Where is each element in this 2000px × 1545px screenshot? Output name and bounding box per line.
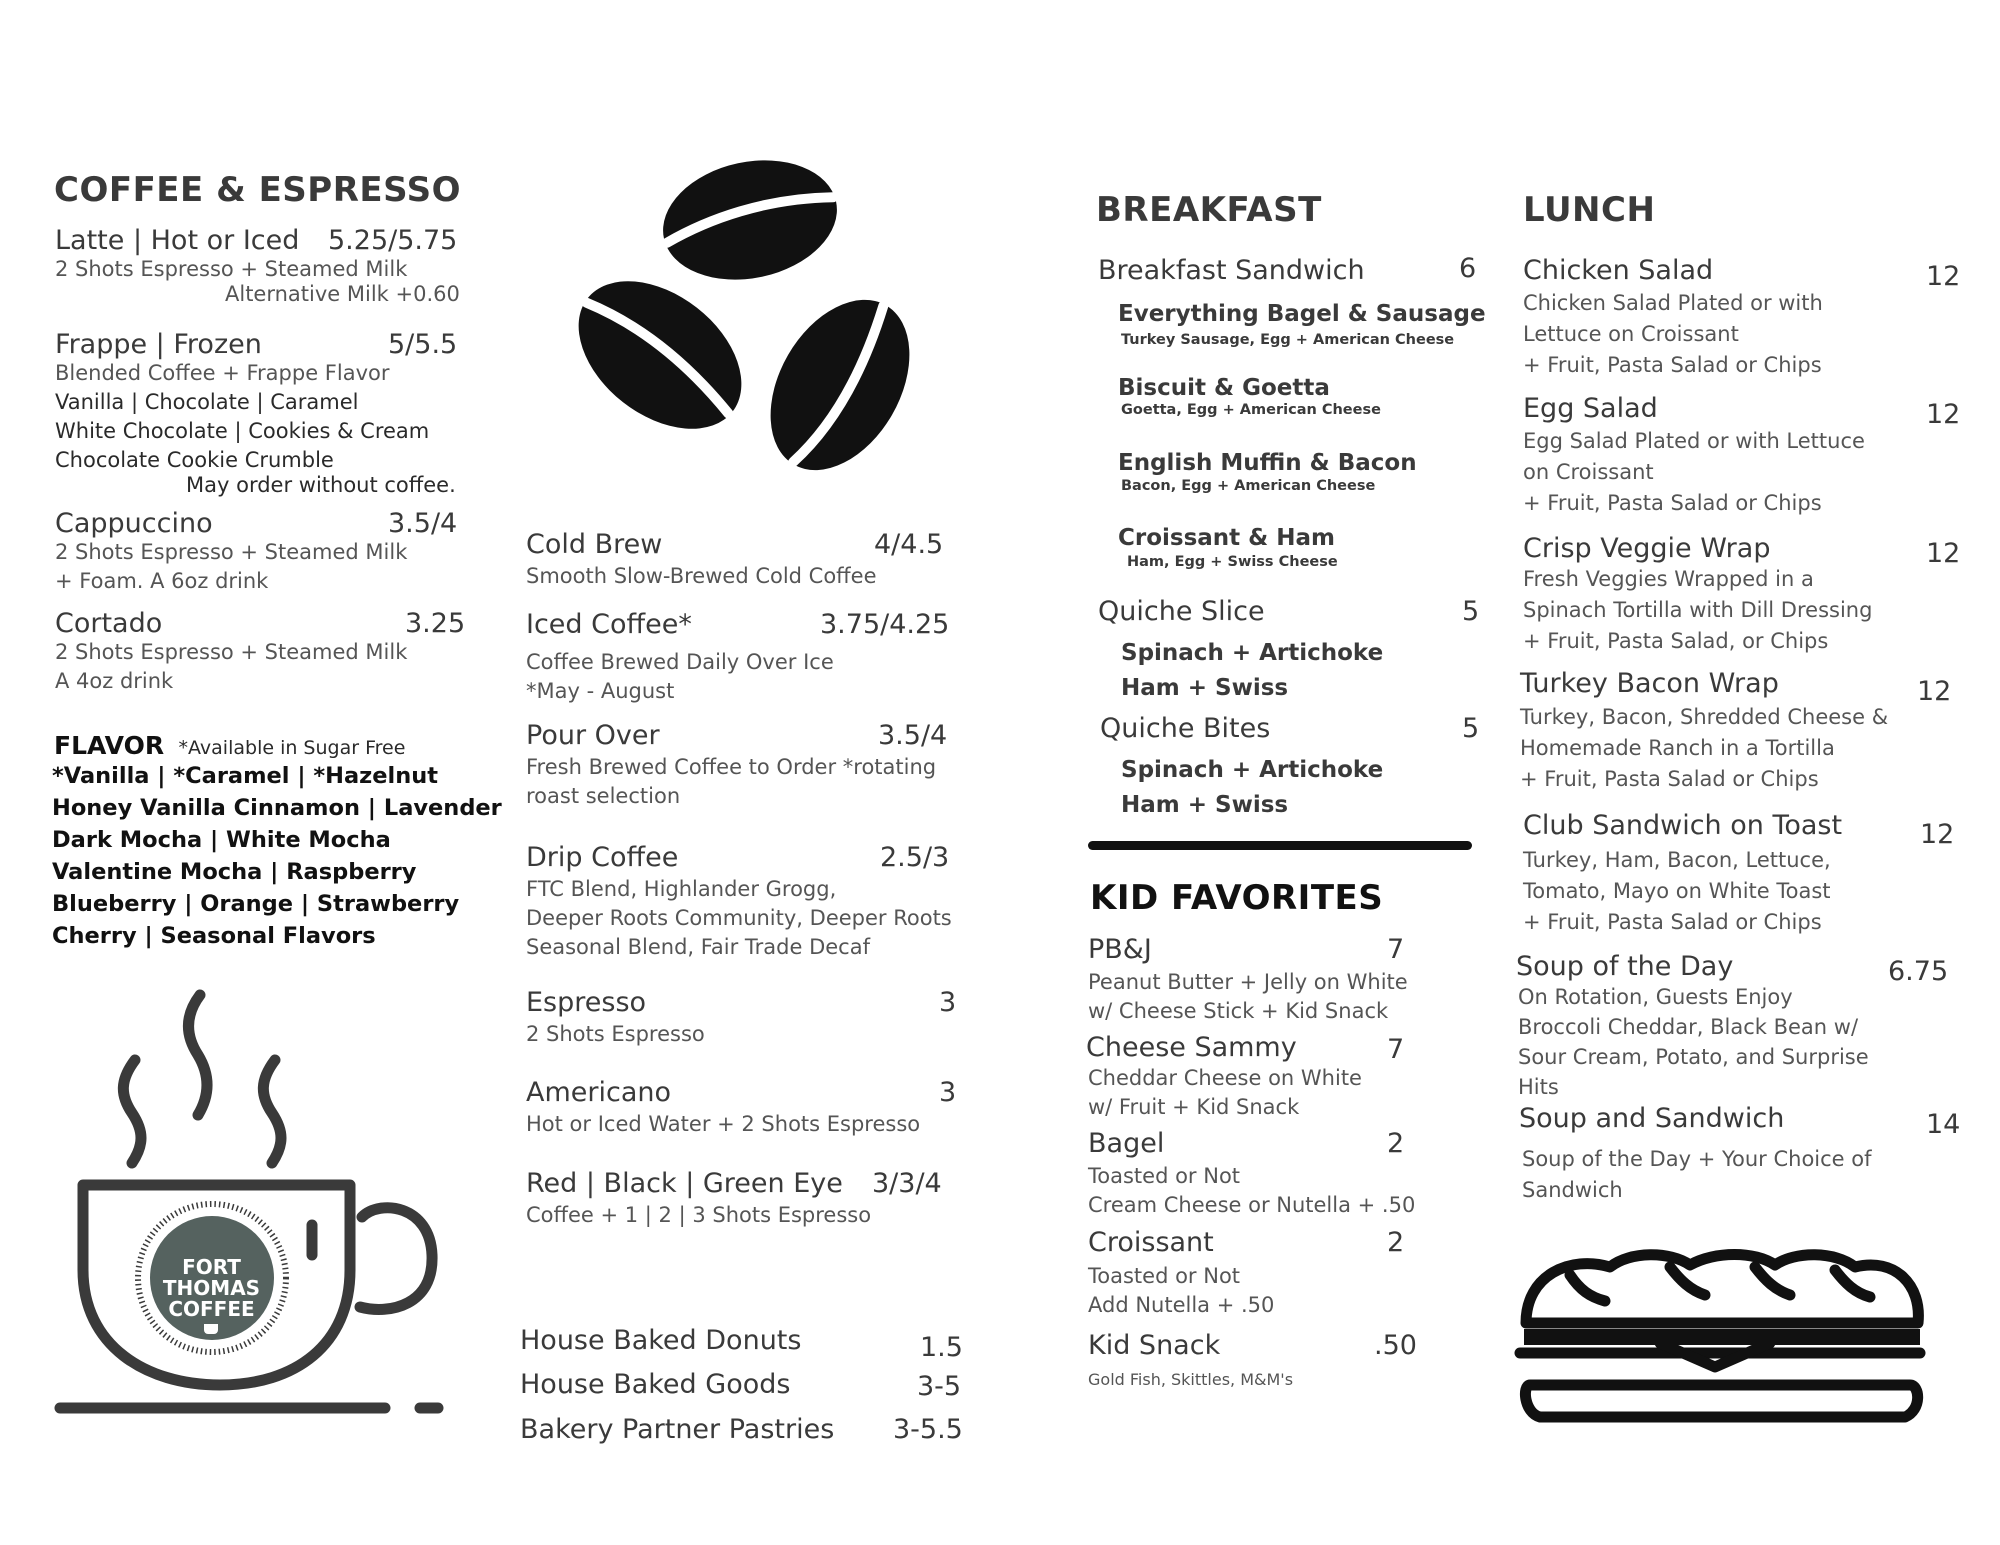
iced-coffee-name: Iced Coffee*: [526, 609, 692, 640]
sandwich-option-desc: Goetta, Egg + American Cheese: [1121, 402, 1381, 418]
coffee-espresso-heading: COFFEE & ESPRESSO: [54, 170, 461, 210]
eye-price: 3/3/4: [872, 1168, 942, 1199]
pour-over-name: Pour Over: [526, 720, 660, 751]
desc-line: Lettuce on Croissant: [1523, 322, 1739, 346]
desc-line: Broccoli Cheddar, Black Bean w/: [1518, 1015, 1859, 1039]
logo-text: COFFEE: [168, 1297, 255, 1321]
latte-desc: 2 Shots Espresso + Steamed Milk: [55, 257, 408, 281]
flavor-list: [52, 760, 502, 952]
desc-line: 2 Shots Espresso + Steamed Milk: [55, 540, 408, 564]
flavor-line: Blueberry | Orange | Strawberry: [52, 891, 460, 917]
espresso-desc: 2 Shots Espresso: [526, 1022, 705, 1046]
chicken-salad-desc: [1523, 288, 1823, 381]
croissant-desc: [1088, 1262, 1274, 1320]
desc-line: Turkey, Bacon, Shredded Cheese &: [1520, 705, 1889, 729]
quiche-slice-option: Spinach + Artichoke: [1121, 640, 1384, 666]
quiche-bites-price: 5: [1462, 713, 1480, 744]
drip-coffee-price: 2.5/3: [880, 842, 950, 873]
bakery-item-name: Bakery Partner Pastries: [520, 1414, 835, 1445]
cheese-sammy-price: 7: [1387, 1034, 1405, 1065]
steam-line: [123, 1060, 141, 1163]
desc-line: FTC Blend, Highlander Grogg,: [526, 877, 837, 901]
frappe-desc: Blended Coffee + Frappe Flavor: [55, 361, 390, 385]
chicken-salad-name: Chicken Salad: [1523, 255, 1714, 286]
kid-snack-price: .50: [1374, 1330, 1417, 1361]
cheese-sammy-name: Cheese Sammy: [1086, 1032, 1297, 1063]
turkey-wrap-name: Turkey Bacon Wrap: [1520, 668, 1779, 699]
desc-line: Homemade Ranch in a Tortilla: [1520, 736, 1835, 760]
quiche-bites-option: Ham + Swiss: [1121, 792, 1289, 818]
turkey-wrap-desc: [1520, 702, 1888, 795]
kid-snack-name: Kid Snack: [1088, 1330, 1221, 1361]
turkey-wrap-price: 12: [1917, 676, 1952, 707]
desc-line: Chicken Salad Plated or with: [1523, 291, 1823, 315]
desc-line: w/ Fruit + Kid Snack: [1088, 1095, 1300, 1119]
cappuccino-name: Cappuccino: [55, 508, 213, 539]
desc-line: Hits: [1518, 1075, 1559, 1099]
egg-salad-desc: [1523, 426, 1865, 519]
frappe-flavors: [55, 388, 429, 475]
americano-name: Americano: [526, 1077, 672, 1108]
iced-coffee-price: 3.75/4.25: [820, 609, 950, 640]
desc-line: w/ Cheese Stick + Kid Snack: [1088, 999, 1389, 1023]
cortado-name: Cortado: [55, 608, 163, 639]
desc-line: Coffee Brewed Daily Over Ice: [526, 650, 834, 674]
drip-coffee-name: Drip Coffee: [526, 842, 679, 873]
steam-line: [188, 995, 207, 1115]
soup-of-day-name: Soup of the Day: [1516, 951, 1734, 982]
chicken-salad-price: 12: [1926, 261, 1961, 292]
cold-brew-price: 4/4.5: [874, 529, 944, 560]
soup-sandwich-name: Soup and Sandwich: [1519, 1103, 1785, 1134]
desc-line: Peanut Butter + Jelly on White: [1088, 970, 1408, 994]
cheese-sammy-desc: [1088, 1064, 1362, 1122]
flavor-heading: FLAVOR: [54, 731, 165, 760]
iced-coffee-desc: [526, 648, 834, 706]
desc-line: + Fruit, Pasta Salad or Chips: [1523, 910, 1822, 934]
cortado-price: 3.25: [405, 608, 466, 639]
egg-salad-name: Egg Salad: [1523, 393, 1658, 424]
veggie-wrap-name: Crisp Veggie Wrap: [1523, 533, 1771, 564]
desc-line: Toasted or Not: [1088, 1264, 1241, 1288]
cappuccino-desc: [55, 538, 407, 596]
desc-line: + Fruit, Pasta Salad, or Chips: [1523, 629, 1829, 653]
cappuccino-price: 3.5/4: [388, 508, 458, 539]
desc-line: on Croissant: [1523, 460, 1654, 484]
egg-salad-price: 12: [1926, 399, 1961, 430]
steam-line: [263, 1060, 281, 1163]
bakery-item-price: 3-5.5: [893, 1414, 963, 1445]
espresso-price: 3: [939, 987, 957, 1018]
sugar-free-note: *Available in Sugar Free: [178, 737, 406, 759]
sandwich-option-name: Croissant & Ham: [1118, 525, 1335, 551]
club-sandwich-price: 12: [1920, 819, 1955, 850]
cold-brew-desc: Smooth Slow-Brewed Cold Coffee: [526, 564, 877, 588]
desc-line: Add Nutella + .50: [1088, 1293, 1275, 1317]
frappe-name: Frappe | Frozen: [55, 329, 262, 360]
sandwich-option-name: Biscuit & Goetta: [1118, 375, 1330, 401]
logo-mini-cup-icon: [204, 1324, 218, 1334]
desc-line: Seasonal Blend, Fair Trade Decaf: [526, 935, 870, 959]
desc-line: Cheddar Cheese on White: [1088, 1066, 1362, 1090]
pour-over-desc: [526, 753, 936, 811]
kid-snack-desc: Gold Fish, Skittles, M&M's: [1088, 1370, 1294, 1389]
desc-line: Sandwich: [1522, 1178, 1623, 1202]
veggie-wrap-price: 12: [1926, 538, 1961, 569]
breakfast-sandwich-price: 6: [1459, 253, 1477, 284]
soup-of-day-price: 6.75: [1888, 956, 1949, 987]
espresso-name: Espresso: [526, 987, 647, 1018]
eye-name: Red | Black | Green Eye: [526, 1168, 843, 1199]
quiche-slice-option: Ham + Swiss: [1121, 675, 1289, 701]
desc-line: 2 Shots Espresso + Steamed Milk: [55, 640, 408, 664]
fort-thomas-coffee-logo: [130, 1257, 293, 1320]
croissant-price: 2: [1387, 1227, 1405, 1258]
frappe-flavor-line: Chocolate Cookie Crumble: [55, 448, 334, 472]
desc-line: Cream Cheese or Nutella + .50: [1088, 1193, 1416, 1217]
frappe-flavor-line: Vanilla | Chocolate | Caramel: [55, 390, 359, 414]
bagel-name: Bagel: [1088, 1128, 1165, 1159]
bakery-item-price: 1.5: [920, 1332, 963, 1363]
desc-line: + Fruit, Pasta Salad or Chips: [1523, 491, 1822, 515]
desc-line: *May - August: [526, 679, 675, 703]
desc-line: On Rotation, Guests Enjoy: [1518, 985, 1793, 1009]
section-divider: [1088, 841, 1472, 850]
breakfast-sandwich-name: Breakfast Sandwich: [1098, 255, 1365, 286]
desc-line: A 4oz drink: [55, 669, 174, 693]
coffee-cup-icon: [50, 985, 470, 1425]
desc-line: Sour Cream, Potato, and Surprise: [1518, 1045, 1869, 1069]
quiche-bites-name: Quiche Bites: [1100, 713, 1271, 744]
desc-line: Egg Salad Plated or with Lettuce: [1523, 429, 1865, 453]
latte-price: 5.25/5.75: [328, 225, 458, 256]
cortado-desc: [55, 638, 407, 696]
desc-line: + Fruit, Pasta Salad or Chips: [1520, 767, 1819, 791]
desc-line: Toasted or Not: [1088, 1164, 1241, 1188]
frappe-price: 5/5.5: [388, 329, 458, 360]
club-sandwich-name: Club Sandwich on Toast: [1523, 810, 1843, 841]
desc-line: roast selection: [526, 784, 681, 808]
americano-price: 3: [939, 1077, 957, 1108]
flavor-line: Honey Vanilla Cinnamon | Lavender: [52, 795, 502, 821]
frappe-note: May order without coffee.: [186, 473, 456, 497]
latte-note: Alternative Milk +0.60: [225, 282, 460, 306]
bagel-desc: [1088, 1162, 1415, 1220]
sandwich-option-name: English Muffin & Bacon: [1118, 450, 1417, 476]
quiche-slice-name: Quiche Slice: [1098, 596, 1265, 627]
bagel-price: 2: [1387, 1128, 1405, 1159]
eye-desc: Coffee + 1 | 2 | 3 Shots Espresso: [526, 1203, 872, 1227]
desc-line: + Foam. A 6oz drink: [55, 569, 269, 593]
logo-text: FORT: [182, 1255, 241, 1279]
cold-brew-name: Cold Brew: [526, 529, 663, 560]
latte-name: Latte | Hot or Iced: [55, 225, 300, 256]
sandwich-option-desc: Bacon, Egg + American Cheese: [1121, 478, 1376, 494]
desc-line: Fresh Veggies Wrapped in a: [1523, 567, 1814, 591]
quiche-bites-option: Spinach + Artichoke: [1121, 757, 1384, 783]
desc-line: + Fruit, Pasta Salad or Chips: [1523, 353, 1822, 377]
lunch-heading: LUNCH: [1523, 190, 1656, 230]
logo-text: THOMAS: [162, 1276, 261, 1300]
desc-line: Tomato, Mayo on White Toast: [1523, 879, 1831, 903]
soup-of-day-desc: [1518, 982, 1869, 1102]
soup-sandwich-desc: [1522, 1144, 1872, 1206]
pbj-price: 7: [1387, 934, 1405, 965]
pbj-desc: [1088, 968, 1408, 1026]
flavor-line: *Vanilla | *Caramel | *Hazelnut: [52, 763, 439, 789]
flavor-line: Cherry | Seasonal Flavors: [52, 923, 376, 949]
flavor-line: Valentine Mocha | Raspberry: [52, 859, 417, 885]
bakery-item-price: 3-5: [917, 1371, 962, 1402]
breakfast-heading: BREAKFAST: [1096, 190, 1322, 230]
pour-over-price: 3.5/4: [878, 720, 948, 751]
bakery-item-name: House Baked Goods: [520, 1369, 791, 1400]
flavor-line: Dark Mocha | White Mocha: [52, 827, 391, 853]
veggie-wrap-desc: [1523, 564, 1872, 657]
club-sandwich-desc: [1523, 845, 1831, 938]
pbj-name: PB&J: [1088, 934, 1152, 965]
flavor-heading-row: [54, 730, 405, 763]
desc-line: Deeper Roots Community, Deeper Roots: [526, 906, 952, 930]
quiche-slice-price: 5: [1462, 596, 1480, 627]
desc-line: Fresh Brewed Coffee to Order *rotating: [526, 755, 937, 779]
coffee-beans-icon: [560, 155, 940, 495]
frappe-flavor-line: White Chocolate | Cookies & Cream: [55, 419, 430, 443]
sandwich-option-desc: Turkey Sausage, Egg + American Cheese: [1121, 332, 1455, 348]
soup-sandwich-price: 14: [1926, 1109, 1961, 1140]
croissant-name: Croissant: [1088, 1227, 1214, 1258]
sandwich-icon: [1510, 1245, 1930, 1435]
drip-coffee-desc: [526, 875, 952, 962]
desc-line: Turkey, Ham, Bacon, Lettuce,: [1523, 848, 1831, 872]
bakery-item-name: House Baked Donuts: [520, 1325, 802, 1356]
desc-line: Soup of the Day + Your Choice of: [1522, 1147, 1872, 1171]
sandwich-option-name: Everything Bagel & Sausage: [1118, 301, 1486, 327]
kid-favorites-heading: KID FAVORITES: [1090, 878, 1384, 918]
sandwich-option-desc: Ham, Egg + Swiss Cheese: [1127, 554, 1338, 570]
americano-desc: Hot or Iced Water + 2 Shots Espresso: [526, 1112, 921, 1136]
desc-line: Spinach Tortilla with Dill Dressing: [1523, 598, 1873, 622]
